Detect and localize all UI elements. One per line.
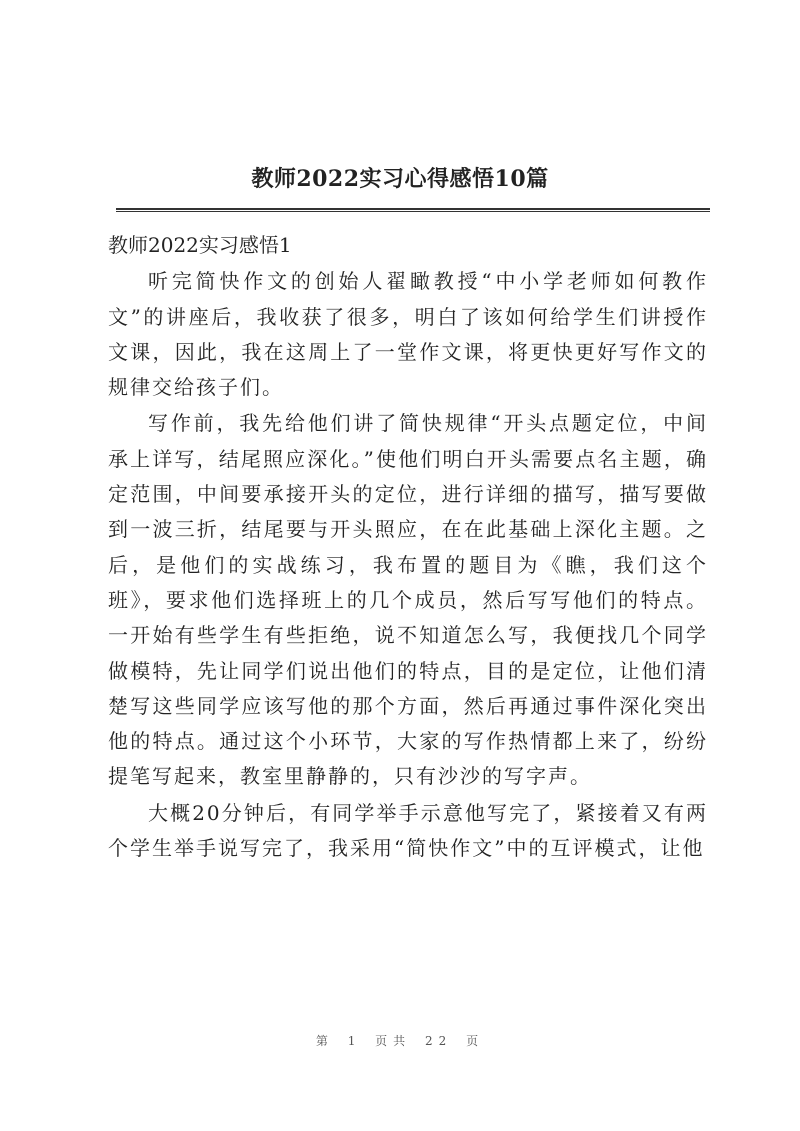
document-title: 教师2022实习心得感悟10篇 (251, 166, 549, 192)
footer-total-pages: 22 (425, 1034, 453, 1048)
paragraph-3: 大概20分钟后，有同学举手示意他写完了，紧接着又有两个学生举手说写完了，我采用“简快作文”中的互评模式，让他 (108, 800, 708, 861)
page-footer (0, 1032, 800, 1049)
section-heading: 教师2022实习感悟1 (108, 233, 292, 257)
footer-prefix: 第 (315, 1034, 334, 1048)
footer-suffix: 页 (466, 1034, 485, 1048)
document-body (108, 228, 708, 867)
footer-middle: 页共 (375, 1034, 412, 1048)
paragraph-2: 写作前，我先给他们讲了简快规律“开头点题定位，中间承上详写，结尾照应深化。”使他们明白开头需要点名主题，确定范围，中间要承接开头的定位，进行详细的描写，描写要做到一波三折，结尾要与开头照应，在在此基础上深化主题。之后，是他们的实战练习，我布置的题目为《瞧，我们这个班》，要求他们选择班上的几个成员，然后写写他们的特点。一开始有些学生有些拒绝，说不知道怎么写，我便找几个同学做模特，先让同学们说出他们的特点，目的是定位，让他们清楚写这些同学应该写他的那个方面，然后再通过事件深化突出他的特点。通过这个小环节，大家的写作热情都上来了，纷纷提笔写起来，教室里静静的，只有沙沙的写字声。 (108, 411, 708, 789)
footer-current-page: 1 (347, 1034, 362, 1048)
title-divider (116, 208, 710, 212)
paragraph-1: 听完简快作文的创始人翟瞰教授“中小学老师如何教作文”的讲座后，我收获了很多，明白了该如何给学生们讲授作文课，因此，我在这周上了一堂作文课，将更快更好写作文的规律交给孩子们。 (108, 269, 708, 400)
